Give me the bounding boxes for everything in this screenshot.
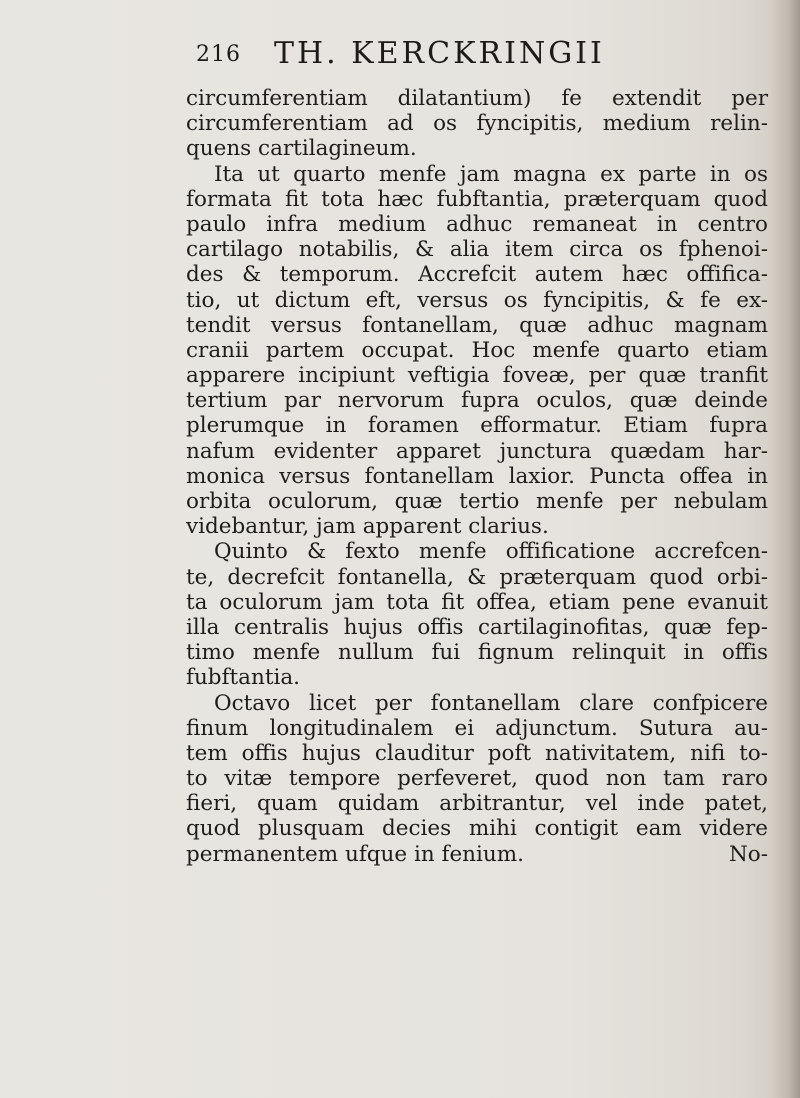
text-line-content: te, decrefcit fontanella, & præterquam quod orbi-	[186, 564, 768, 590]
text-line	[186, 489, 768, 514]
text-line	[186, 288, 768, 313]
text-line-content: videbantur, jam apparent clarius.	[186, 514, 549, 540]
text-line-content: finum longitudinalem ei adjunctum. Sutura au-	[186, 715, 768, 741]
text-line	[186, 590, 768, 615]
text-line	[186, 338, 768, 363]
page-header	[196, 28, 766, 80]
text-line	[186, 262, 768, 287]
text-line	[186, 615, 768, 640]
text-line	[186, 439, 768, 464]
text-line-content: cranii partem occupat. Hoc menfe quarto etiam	[186, 337, 768, 363]
text-line-content: monica versus fontanellam laxior. Puncta offea in	[186, 463, 768, 489]
text-line-content: timo menfe nullum fui fignum relinquit in offis	[186, 640, 768, 666]
text-line-content: tendit versus fontanellam, quæ adhuc magnam	[186, 312, 768, 338]
text-line-content: paulo infra medium adhuc remaneat in centro	[186, 211, 768, 237]
text-line-content: ta oculorum jam tota fit offea, etiam pene evanuit	[186, 589, 768, 615]
text-line-content: quod plusquam decies mihi contigit eam videre	[186, 816, 768, 842]
text-line-content: nafum evidenter apparet junctura quædam har-	[186, 438, 768, 464]
text-line	[186, 464, 768, 489]
text-line	[186, 212, 768, 237]
text-line-content: fieri, quam quidam arbitrantur, vel inde patet,	[186, 791, 768, 817]
text-line-content: formata fit tota hæc fubftantia, præterquam quod	[186, 186, 768, 212]
text-line	[186, 565, 768, 590]
text-line-content: des & temporum. Accrefcit autem hæc offifica-	[186, 262, 768, 288]
text-line-content: plerumque in foramen efformatur. Etiam fupra	[186, 413, 768, 439]
text-line-content: circumferentiam dilatantium) fe extendit per	[186, 86, 768, 111]
text-line-content: cartilago notabilis, & alia item circa os fphenoi-	[186, 237, 768, 263]
text-line	[186, 111, 768, 136]
text-line	[186, 665, 768, 690]
text-line-content: illa centralis hujus offis cartilaginofitas, quæ fep-	[186, 614, 768, 640]
text-line-content: tio, ut dictum eft, versus os fyncipitis, & fe ex-	[186, 287, 768, 313]
text-line	[186, 86, 768, 111]
text-line	[186, 539, 768, 564]
text-line-content: permanentem ufque in fenium.	[186, 841, 524, 867]
text-line-content: apparere incipiunt veftigia foveæ, per quæ tranfit	[186, 363, 768, 389]
text-line	[186, 363, 768, 388]
text-line	[186, 313, 768, 338]
page-number: 216	[196, 42, 241, 67]
text-line-content: orbita oculorum, quæ tertio menfe per nebulam	[186, 489, 768, 514]
text-line-content: Quinto & fexto menfe offificatione accrefcen-	[214, 539, 768, 565]
text-line	[186, 237, 768, 262]
text-line	[186, 741, 768, 766]
text-line	[186, 640, 768, 665]
text-line-content: to vitæ tempore perfeveret, quod non tam raro	[186, 766, 768, 792]
text-line-content: Ita ut quarto menfe jam magna ex parte in os	[214, 161, 768, 187]
text-line	[186, 388, 768, 413]
page-edge-shadow	[770, 0, 800, 1098]
text-line	[186, 691, 768, 716]
text-line	[186, 413, 768, 438]
text-line-content: quens cartilagineum.	[186, 136, 417, 162]
text-line-content: fubftantia.	[186, 665, 300, 691]
text-line	[186, 791, 768, 816]
text-line	[186, 766, 768, 791]
text-line	[186, 187, 768, 212]
text-line	[186, 514, 768, 539]
text-line-content: tertium par nervorum fupra oculos, quæ deinde	[186, 388, 768, 414]
text-line-content: Octavo licet per fontanellam clare confpicere	[214, 690, 768, 716]
running-title: TH. KERCKRINGII	[274, 36, 605, 71]
body-text	[186, 86, 768, 867]
text-line	[186, 842, 768, 867]
text-line	[186, 136, 768, 161]
text-line-content: tem offis hujus clauditur poft nativitatem, nifi to-	[186, 740, 768, 766]
catchword: No-	[728, 841, 768, 867]
text-line	[186, 162, 768, 187]
text-line-content: circumferentiam ad os fyncipitis, medium relin-	[186, 111, 768, 137]
text-line	[186, 716, 768, 741]
text-line	[186, 816, 768, 841]
